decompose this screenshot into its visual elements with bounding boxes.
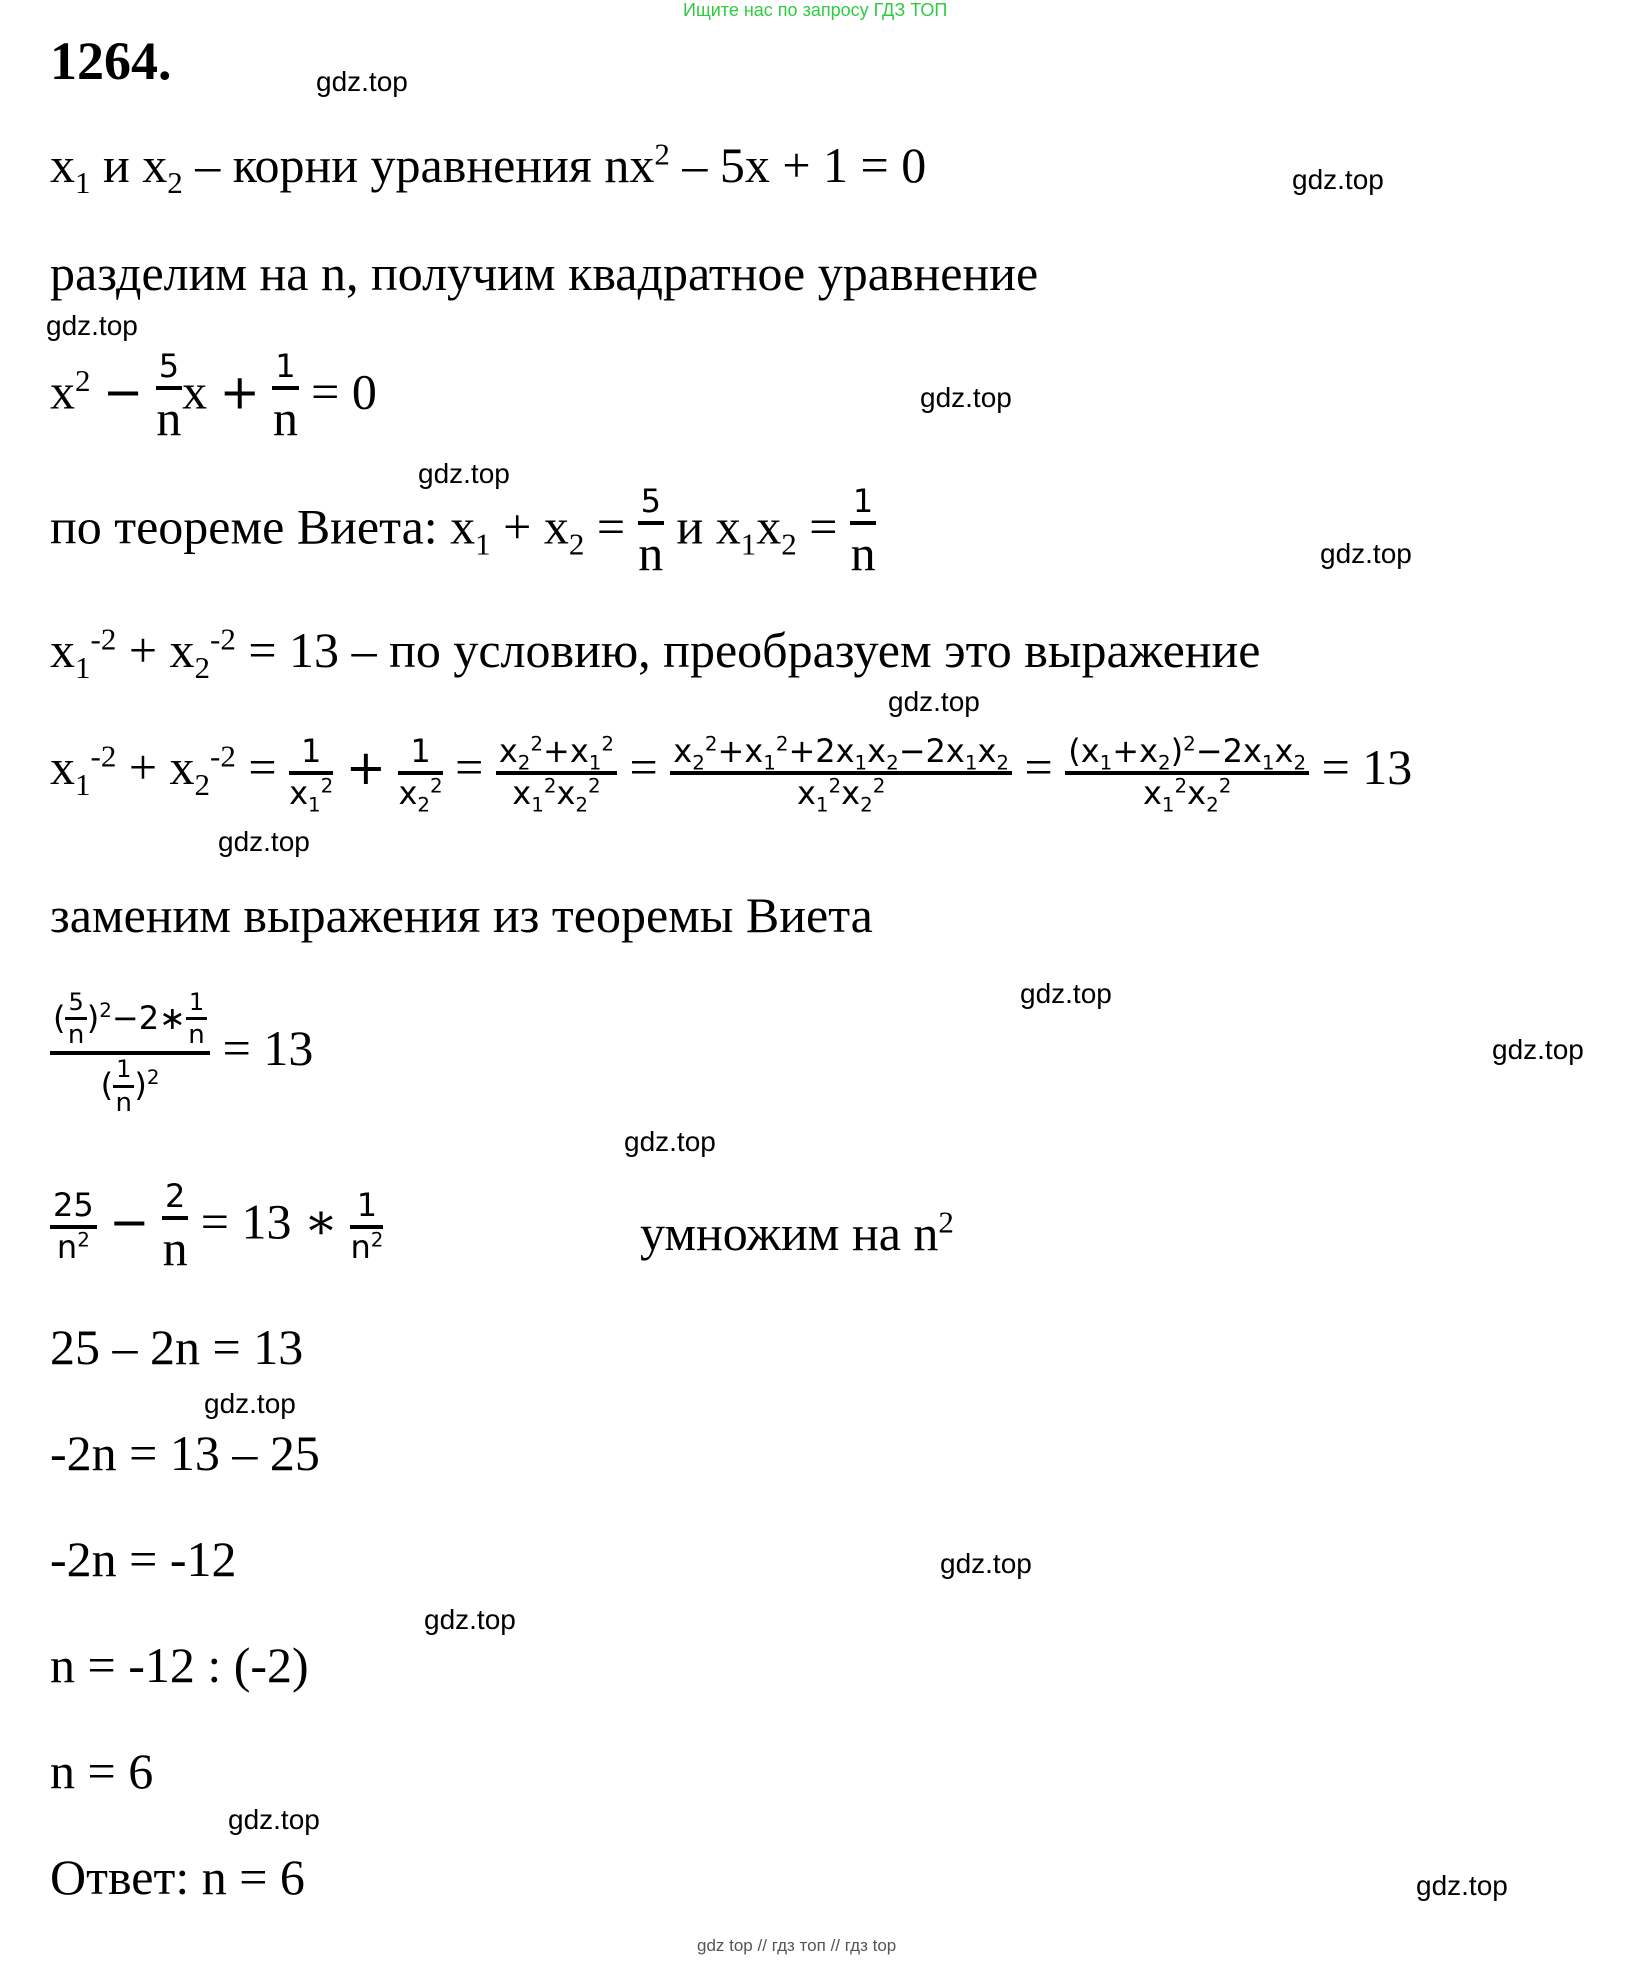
step-1: 25 – 2n = 13: [50, 1319, 304, 1375]
footer-separator: //: [757, 1936, 767, 1955]
simplified-equation: $\frac{25}{n^2}$ − $\frac{2}{n}$ = 13 ∗ $\frac{1}{n^2}$: [50, 1180, 383, 1274]
vieta-prefix: по теореме Виета:: [50, 498, 438, 555]
answer: Ответ: n = 6: [50, 1849, 305, 1905]
watermark: gdz.top: [940, 1548, 1032, 1579]
fraction-1-over-x1sq: $\frac{1}{x_1^2}$: [289, 732, 334, 816]
watermark: gdz.top: [46, 310, 138, 341]
vieta-sum-fraction: $\frac{5}{n}$: [638, 482, 664, 581]
fraction-added-terms: $\frac{x_2^2+x_1^2+2x_1x_2-2x_1x_2}{x_1^2x_2^2}$: [670, 735, 1012, 810]
fraction-square-form: $\frac{(x_1+x_2)^2-2x_1x_2}{x_1^2x_2^2}$: [1065, 735, 1309, 810]
problem-number: 1264.: [50, 31, 172, 91]
vieta-product-fraction: $\frac{1}{n}$: [850, 482, 876, 581]
footer-link[interactable]: гдз top: [844, 1936, 897, 1955]
step-5: n = 6: [50, 1743, 154, 1799]
condition-text: – по условию, преобразуем это выражение: [351, 622, 1261, 678]
watermark: gdz.top: [218, 826, 310, 857]
watermark: gdz.top: [228, 1804, 320, 1835]
multiply-note: умножим на $n^2$: [640, 1204, 954, 1261]
step-4: n = -12 : (-2): [50, 1637, 309, 1693]
search-hint-link[interactable]: Ищите нас по запросу ГДЗ ТОП: [683, 0, 948, 20]
footer-link[interactable]: гдз топ: [771, 1936, 826, 1955]
fraction-sum-squares: $\frac{x_2^2+x_1^2}{x_1^2x_2^2}$: [496, 735, 617, 810]
watermark: gdz.top: [316, 66, 408, 97]
complex-fraction: ( $\frac{5}{n}$ )$^2$−2∗ $\frac{1}{n}$ ( $\frac{1}{n}$ )$^2$: [50, 990, 210, 1117]
footer-link[interactable]: gdz top: [697, 1936, 753, 1955]
watermark: gdz.top: [418, 458, 510, 489]
watermark: gdz.top: [1320, 538, 1412, 569]
divide-text: разделим на n, получим квадратное уравнение: [50, 245, 1039, 301]
watermark: gdz.top: [204, 1388, 296, 1419]
condition-line: $x_1^{-2} + x_2^{-2} = 13$ – по условию, преобразуем это выражение: [50, 621, 1261, 685]
step-2: -2n = 13 – 25: [50, 1425, 320, 1481]
fraction-1-over-n: $\frac{1}{n}$: [272, 347, 298, 446]
fraction-2-over-n: $\frac{2}{n}$: [162, 1177, 188, 1276]
quadratic-equation: $x^2$ − $\frac{5}{n}$ x + $\frac{1}{n}$ = 0: [50, 347, 377, 446]
fraction-1-over-x2sq: $\frac{1}{x_2^2}$: [398, 732, 443, 816]
and-word: и: [676, 498, 704, 555]
watermark: gdz.top: [1416, 1870, 1508, 1901]
transformation-line: $x_1^{-2} + x_2^{-2}$ = $\frac{1}{x_1^2}$ + $\frac{1}{x_2^2}$ = $\frac{x_2^2+x_1^2}{x_1^2x_2^2}$ = $\frac{x_2^2+x_1^2+2x_1x_2-2x_1x_2}{x_1^2x_2^2}$ = $\frac{(x_1+x_2)^2-2x_1x_2}{x_1^2x_2^2}$ = 13: [50, 732, 1413, 816]
watermark: gdz.top: [888, 686, 980, 717]
watermark: gdz.top: [1020, 978, 1112, 1009]
fraction-1-over-nsq: $\frac{1}{n^2}$: [350, 1186, 384, 1267]
roots-text: – корни уравнения: [195, 137, 592, 193]
fraction-5-over-n: $\frac{5}{n}$: [156, 347, 182, 446]
watermark: gdz.top: [920, 382, 1012, 413]
footer-separator: //: [830, 1936, 841, 1955]
watermark: gdz.top: [1292, 164, 1384, 195]
result-13: 13: [263, 1019, 314, 1076]
replace-text: заменим выражения из теоремы Виета: [50, 887, 873, 943]
step-3: -2n = -12: [50, 1531, 237, 1587]
fraction-25-over-nsq: $\frac{25}{n^2}$: [50, 1189, 97, 1264]
footer-links: [697, 1936, 896, 1956]
vieta-line: по теореме Виета: $x_1 + x_2$ = $\frac{5}{n}$ и $x_1x_2$ = $\frac{1}{n}$: [50, 482, 876, 581]
watermark: gdz.top: [624, 1126, 716, 1157]
substituted-equation: ( $\frac{5}{n}$ )$^2$−2∗ $\frac{1}{n}$ ( $\frac{1}{n}$ )$^2$ = 13: [50, 990, 313, 1117]
equation-roots-line: $x_1$ и $x_2$ – корни уравнения $nx^2 - 5x + 1 = 0$: [50, 136, 927, 200]
watermark: gdz.top: [424, 1604, 516, 1635]
result-13: 13: [1362, 739, 1413, 796]
watermark: gdz.top: [1492, 1034, 1584, 1065]
and-word: и: [103, 137, 130, 193]
